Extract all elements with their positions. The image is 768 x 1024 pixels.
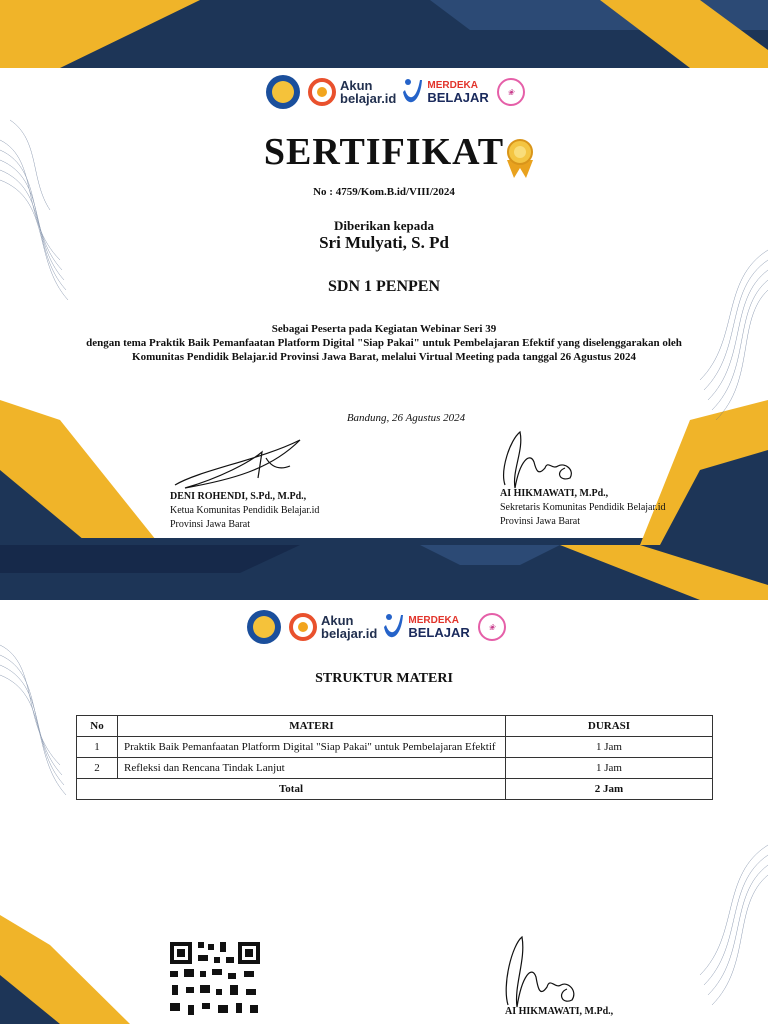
logo-row — [266, 75, 525, 109]
cell-no: 1 — [77, 737, 118, 758]
signer-right-role: Sekretaris Komunitas Pendidik Belajar.id — [500, 502, 666, 513]
logo-row — [247, 610, 506, 644]
akun-belajar-logo: Akun belajar.id — [289, 613, 377, 641]
kemendikbud-logo — [266, 75, 300, 109]
komunitas-logo: ❀ — [478, 613, 506, 641]
signature-left — [175, 440, 300, 488]
table-header-row — [77, 716, 713, 737]
school-name: SDN 1 PENPEN — [327, 278, 440, 295]
signature-right — [506, 937, 574, 1007]
merdeka-belajar-logo: MERDEKA BELAJAR — [402, 76, 488, 108]
kemendikbud-logo — [247, 610, 281, 644]
cell-materi: Praktik Baik Pemanfaatan Platform Digital "Siap Pakai" untuk Pembelajaran Efektif — [118, 737, 506, 758]
table-row — [77, 758, 713, 779]
column-header-no: No — [77, 716, 118, 737]
materi-table — [76, 715, 713, 800]
place-date: Bandung, 26 Agustus 2024 — [346, 412, 466, 424]
signer-left-name: DENI ROHENDI, S.Pd., M.Pd., — [170, 491, 307, 502]
signer-left-region: Provinsi Jawa Barat — [170, 519, 250, 530]
merdeka-belajar-logo: MERDEKA BELAJAR — [383, 611, 469, 643]
signature-right — [504, 432, 572, 488]
structure-title: STRUKTUR MATERI — [315, 671, 453, 686]
signer-left-role: Ketua Komunitas Pendidik Belajar.id — [170, 505, 320, 516]
cell-durasi: 1 Jam — [506, 737, 713, 758]
signer-left-block — [170, 490, 319, 532]
signer-right-block — [500, 487, 666, 529]
certificate-title: SERTIFIKAT — [263, 131, 505, 173]
structure-page — [0, 545, 768, 1024]
column-header-durasi: DURASI — [506, 716, 713, 737]
total-label: Total — [77, 779, 506, 800]
cell-materi: Refleksi dan Rencana Tindak Lanjut — [118, 758, 506, 779]
column-header-materi: MATERI — [118, 716, 506, 737]
certificate-description: Sebagai Peserta pada Kegiatan Webinar Seri 39 dengan tema Praktik Baik Pemanfaatan Platform Digital "Siap Pakai" untuk Pembelajaran Efektif yang diselenggarakan oleh Komunitas Pendidik Belajar.id Provinsi Jawa Barat, melalui Virtual Meeting pada tanggal 26 Agustus 2024 — [86, 323, 682, 363]
table-total-row — [77, 779, 713, 800]
komunitas-logo: ❀ — [497, 78, 525, 106]
structure-signer-name: AI HIKMAWATI, M.Pd., — [505, 1006, 614, 1017]
given-to-label: Diberikan kepada — [333, 218, 435, 233]
total-value: 2 Jam — [506, 779, 713, 800]
signer-right-region: Provinsi Jawa Barat — [500, 516, 580, 527]
signer-right-name: AI HIKMAWATI, M.Pd., — [500, 488, 609, 499]
cell-durasi: 1 Jam — [506, 758, 713, 779]
recipient-name: Sri Mulyati, S. Pd — [319, 233, 449, 252]
qr-code-icon — [168, 940, 264, 1024]
table-row — [77, 737, 713, 758]
certificate-number: No : 4759/Kom.B.id/VIII/2024 — [313, 186, 455, 198]
cell-no: 2 — [77, 758, 118, 779]
akun-belajar-logo: Akun belajar.id — [308, 78, 396, 106]
